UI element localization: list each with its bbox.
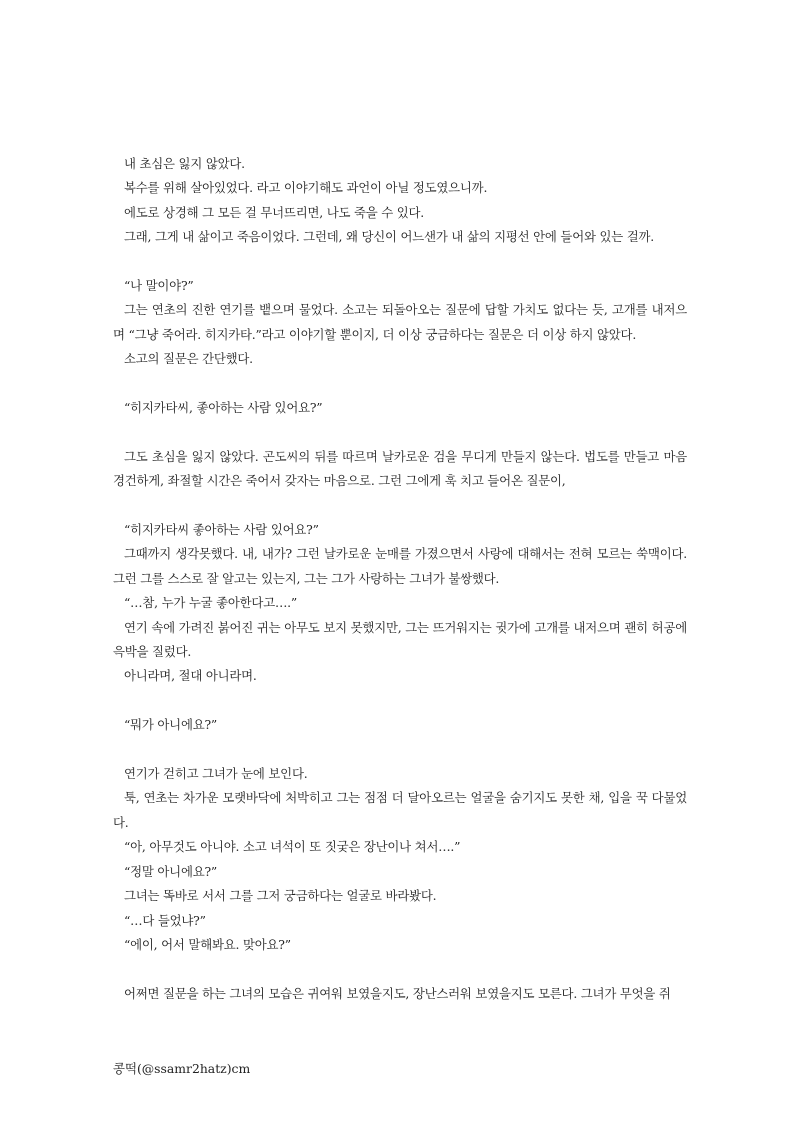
- paragraph: “…다 들었냐?”: [124, 912, 206, 928]
- paragraph: “아, 아무것도 아니야. 소고 녀석이 또 짓궂은 장난이나 쳐서….”: [124, 839, 461, 855]
- paragraph: “뭐가 아니에요?”: [124, 717, 218, 733]
- paragraph: 그래, 그게 내 삶이고 죽음이었다. 그런데, 왜 당신이 어느샌가 내 삶의 지평선 안에 들어와 있는 걸까.: [124, 229, 655, 245]
- paragraph: 소고의 질문은 간단했다.: [124, 351, 253, 367]
- paragraph: “…참, 누가 누굴 좋아한다고….”: [124, 595, 298, 611]
- blank-line: [113, 957, 687, 981]
- paragraph: 에도로 상경해 그 모든 걸 무너뜨리면, 나도 죽을 수 있다.: [124, 204, 425, 220]
- paragraph: 아니라며, 절대 아니라며.: [124, 668, 257, 684]
- story-text: [113, 152, 687, 1006]
- paragraph: “에이, 어서 말해봐요. 맞아요?”: [124, 936, 291, 952]
- blank-line: [113, 372, 687, 396]
- paragraph: 복수를 위해 살아있었다. 라고 이야기해도 과언이 아닐 정도였으니까.: [124, 180, 488, 196]
- blank-line: [113, 689, 687, 713]
- paragraph: “히지카타씨 좋아하는 사람 있어요?”: [124, 522, 319, 538]
- paragraph: 툭, 연초는 차가운 모랫바닥에 처박히고 그는 점점 더 달아오르는 얼굴을 숨기지도 못한 채, 입을 꾹 다물었다.: [113, 790, 687, 830]
- blank-line: [113, 738, 687, 762]
- paragraph: 어쩌면 질문을 하는 그녀의 모습은 귀여워 보였을지도, 장난스러워 보였을지도 모른다. 그녀가 무엇을 쥐: [124, 985, 671, 1001]
- paragraph: 내 초심은 잃지 않았다.: [124, 156, 245, 171]
- paragraph: 그녀는 똑바로 서서 그를 그저 궁금하다는 얼굴로 바라봤다.: [124, 888, 437, 904]
- author-credit: 콩떡(@ssamr2hatz)cm: [113, 1061, 251, 1076]
- paragraph: “나 말이야?”: [124, 278, 194, 294]
- blank-line: [113, 250, 687, 274]
- blank-line: [113, 494, 687, 518]
- paragraph: “정말 아니에요?”: [124, 863, 218, 879]
- paragraph: 그는 연초의 진한 연기를 뱉으며 물었다. 소고는 되돌아오는 질문에 답할 가치도 없다는 듯, 고개를 내저으며 “그냥 죽어라. 히지카타.”라고 이야기할 뿐이지, 더 이상 궁금하다는 질문은 더 이상 하지 않았다.: [113, 302, 687, 342]
- paragraph: “히지카타씨, 좋아하는 사람 있어요?”: [124, 400, 323, 416]
- paragraph: 연기가 걷히고 그녀가 눈에 보인다.: [124, 766, 308, 782]
- paragraph: 그도 초심을 잃지 않았다. 곤도씨의 뒤를 따르며 날카로운 검을 무디게 만들지 않는다. 법도를 만들고 마음 경건하게, 좌절할 시간은 죽어서 갖자는 마음으로. 그런 그에게 훅 치고 들어온 질문이,: [113, 448, 687, 489]
- paragraph: 연기 속에 가려진 붉어진 귀는 아무도 보지 못했지만, 그는 뜨거워지는 귓가에 고개를 내저으며 괜히 허공에 윽박을 질렀다.: [113, 619, 687, 660]
- paragraph: 그때까지 생각못했다. 내, 내가? 그런 날카로운 눈매를 가졌으면서 사랑에 대해서는 전혀 모르는 쑥맥이다. 그런 그를 스스로 잘 알고는 있는지, 그는 그가 사랑하는 그녀가 불쌍했다.: [113, 546, 687, 586]
- blank-line: [113, 420, 687, 444]
